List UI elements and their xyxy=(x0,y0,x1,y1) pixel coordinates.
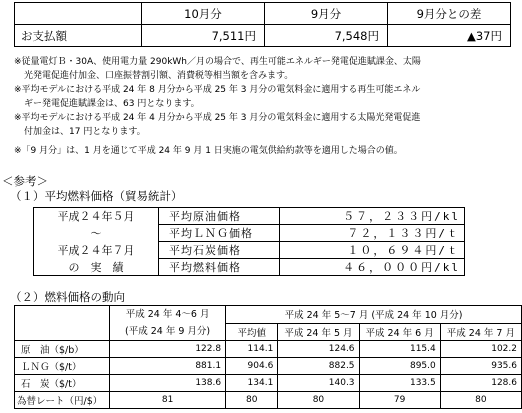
trend-crude-avg: 114.1 xyxy=(226,341,278,358)
trend-coal-jun: 133.5 xyxy=(359,375,440,392)
trend-fx-q: 81 xyxy=(110,392,226,409)
fuel-average-table xyxy=(33,207,465,276)
trend-lng-may: 882.5 xyxy=(278,358,359,375)
trend-row-coal xyxy=(15,375,522,392)
trend-lng-avg: 904.6 xyxy=(226,358,278,375)
trend-coal-q: 138.6 xyxy=(110,375,226,392)
trend-label-lng: ＬＮＧ（$/t） xyxy=(15,358,110,375)
summary-data-row xyxy=(15,25,511,47)
fuel-average-row-2 xyxy=(34,225,465,242)
trend-fx-jul: 80 xyxy=(440,392,521,409)
trend-fx-may: 80 xyxy=(278,392,359,409)
note-line-2: 光発電促進付加金、口座振替割引額、消費税等相当額を含みます。 xyxy=(24,71,294,81)
trend-coal-may: 140.3 xyxy=(278,375,359,392)
note-line-7: ※「9 月分」は、1 月を通じて平成 24 年 9 月 1 日実施の電気供給約款等を適用した場合の値。 xyxy=(14,146,403,156)
summary-sep-value: 7,548円 xyxy=(265,25,388,47)
note-line-6: 付加金は、17 円となります。 xyxy=(24,127,146,137)
trend-header-q-line2: (平成 24 年 9 月分) xyxy=(125,326,211,337)
summary-header-row xyxy=(15,3,511,25)
trend-header-q xyxy=(110,306,226,341)
section2-title: （２）燃料価格の動向 xyxy=(10,290,125,304)
summary-oct-value: 7,511円 xyxy=(142,25,265,47)
note-line-1: ※従量電灯Ｂ・30A、使用電力量 290kWh／月の場合で、再生可能エネルギー発電促進賦課金、太陽 xyxy=(14,57,421,67)
trend-fx-jun: 79 xyxy=(359,392,440,409)
fuel-value-average: ４６，０００円/kl xyxy=(280,259,465,276)
trend-header-group: 平成 24 年 5～7 月 (平成 24 年 10 月分) xyxy=(226,306,522,324)
summary-header-diff: 9月分との差 xyxy=(388,3,511,25)
note-line-4: ギー発電促進賦課金は、63 円となります。 xyxy=(24,99,200,109)
trend-label-crude: 原 油（$/b） xyxy=(15,341,110,358)
trend-coal-jul: 128.6 xyxy=(440,375,521,392)
trend-fx-avg: 80 xyxy=(226,392,278,409)
note-line-5: ※平均モデルにおける平成 24 年 4 月分から平成 25 年 3 月分の電気料金に適用する太陽光発電促進 xyxy=(14,113,421,123)
trend-header-q-line1: 平成 24 年 4～6 月 xyxy=(125,309,210,320)
fuel-label-crude: 平均原油価格 xyxy=(159,208,280,225)
fuel-label-average: 平均燃料価格 xyxy=(159,259,280,276)
fuel-value-coal: １０，６９４円/ｔ xyxy=(280,242,465,259)
trend-header-row-1 xyxy=(15,306,522,324)
trend-lng-jul: 935.6 xyxy=(440,358,521,375)
note-line-3: ※平均モデルにおける平成 24 年 8 月分から平成 25 年 3 月分の電気料金に適用する再生可能エネル xyxy=(14,85,421,95)
fuel-value-crude: ５７，２３３円/kl xyxy=(280,208,465,225)
summary-table xyxy=(14,2,511,47)
trend-label-coal: 石 炭（$/t） xyxy=(15,375,110,392)
period-label-2: ～ xyxy=(34,225,159,242)
trend-header-empty xyxy=(15,306,110,341)
trend-row-crude xyxy=(15,341,522,358)
trend-row-fx xyxy=(15,392,522,409)
trend-label-fx: 為替レート（円/$） xyxy=(15,392,110,409)
trend-row-lng xyxy=(15,358,522,375)
period-label-4: の 実 績 xyxy=(34,259,159,276)
trend-crude-jun: 115.4 xyxy=(359,341,440,358)
trend-crude-jul: 102.2 xyxy=(440,341,521,358)
summary-header-empty xyxy=(15,3,142,25)
trend-crude-q: 122.8 xyxy=(110,341,226,358)
trend-header-may: 平成 24 年 5 月 xyxy=(278,323,359,341)
reference-title: ＜参考＞ xyxy=(2,174,48,188)
summary-header-oct: 10月分 xyxy=(142,3,265,25)
fuel-average-row-3 xyxy=(34,242,465,259)
fuel-label-coal: 平均石炭価格 xyxy=(159,242,280,259)
trend-lng-jun: 895.0 xyxy=(359,358,440,375)
fuel-label-lng: 平均ＬＮＧ価格 xyxy=(159,225,280,242)
summary-row-label: お支払額 xyxy=(15,25,142,47)
fuel-trend-table xyxy=(14,305,522,409)
trend-header-jun: 平成 24 年 6 月 xyxy=(359,323,440,341)
period-label-3: 平成２４年７月 xyxy=(34,242,159,259)
summary-header-sep: 9月分 xyxy=(265,3,388,25)
summary-diff-value: ▲37円 xyxy=(388,25,511,47)
trend-crude-may: 124.6 xyxy=(278,341,359,358)
fuel-average-row-4 xyxy=(34,259,465,276)
trend-header-jul: 平成 24 年 7 月 xyxy=(440,323,521,341)
section1-title: （１）平均燃料価格（貿易統計） xyxy=(10,189,183,203)
trend-lng-q: 881.1 xyxy=(110,358,226,375)
trend-header-avg: 平均値 xyxy=(226,323,278,341)
trend-coal-avg: 134.1 xyxy=(226,375,278,392)
fuel-value-lng: ７２，１３３円/ｔ xyxy=(280,225,465,242)
period-label-1: 平成２４年５月 xyxy=(34,208,159,225)
fuel-average-row-1 xyxy=(34,208,465,225)
